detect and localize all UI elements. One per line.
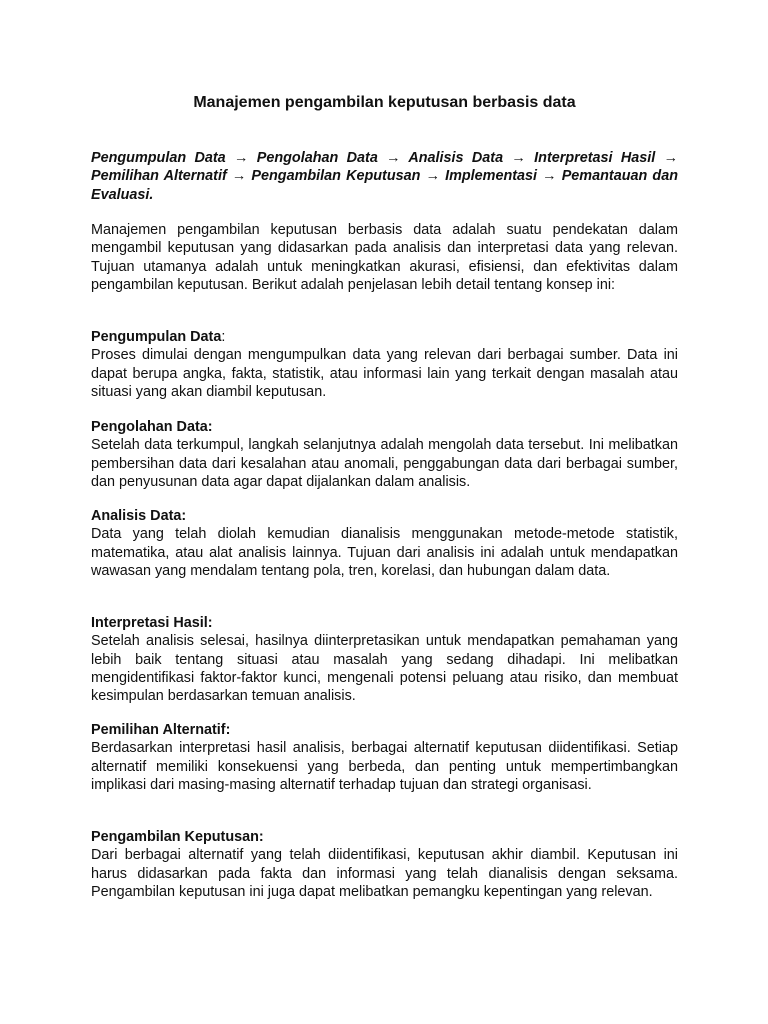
section-pengambilan-keputusan: [91, 828, 678, 901]
section-pengumpulan-data: [91, 328, 678, 401]
section-body: Berdasarkan interpretasi hasil analisis, berbagai alternatif keputusan diidentifikasi. Setiap alternatif memiliki konsekuensi yang berbeda, dan penting untuk mempertimbangkan implikasi dari masing-masing alternatif terhadap tujuan dan strategi organisasi.: [91, 740, 678, 793]
section-pengolahan-data: [91, 418, 678, 491]
section-body: Data yang telah diolah kemudian dianalisis menggunakan metode-metode statistik, matematika, atau alat analisis lainnya. Tujuan dari analisis ini adalah untuk mendapatkan wawasan yang mendalam tentang pola, tren, korelasi, dan hubungan dalam data.: [91, 526, 678, 579]
section-heading-colon: :: [221, 329, 226, 345]
section-body: Setelah analisis selesai, hasilnya diinterpretasikan untuk mendapatkan pemahaman yang lebih baik tentang situasi atau masalah yang sedang dihadapi. Ini melibatkan mengidentifikasi faktor-faktor kunci, mengenali potensi peluang atau risiko, dan membuat kesimpulan berdasarkan temuan analisis.: [91, 633, 678, 705]
section-heading: [91, 328, 678, 346]
section-body: Dari berbagai alternatif yang telah diidentifikasi, keputusan akhir diambil. Keputusan ini harus didasarkan pada fakta dan informasi yang telah dianalisis dengan seksama. Pengambilan keputusan ini juga dapat melibatkan pemangku kepentingan yang relevan.: [91, 847, 678, 900]
intro-paragraph: Manajemen pengambilan keputusan berbasis data adalah suatu pendekatan dalam mengambil keputusan yang didasarkan pada analisis dan interpretasi data yang relevan. Tujuan utamanya adalah untuk meningkatkan akurasi, efisiensi, dan efektivitas dalam pengambilan keputusan. Berikut adalah penjelasan lebih detail tentang konsep ini:: [91, 222, 678, 293]
section-heading: Pengolahan Data:: [91, 419, 213, 435]
section-pemilihan-alternatif: [91, 721, 678, 794]
section-body: Proses dimulai dengan mengumpulkan data yang relevan dari berbagai sumber. Data ini dapat berupa angka, fakta, statistik, atau informasi lain yang terkait dengan masalah atau situasi yang akan diambil keputusan.: [91, 347, 678, 400]
section-heading: Analisis Data:: [91, 508, 187, 524]
section-analisis-data: [91, 507, 678, 580]
section-heading: Interpretasi Hasil:: [91, 615, 213, 631]
process-flow: Pengumpulan Data → Pengolahan Data → Analisis Data → Interpretasi Hasil → Pemilihan Alternatif → Pengambilan Keputusan → Implementasi → Pemantauan dan Evaluasi.: [91, 150, 678, 203]
section-interpretasi-hasil: [91, 614, 678, 705]
document-title: Manajemen pengambilan keputusan berbasis data: [193, 94, 576, 111]
section-heading: Pengambilan Keputusan:: [91, 829, 264, 845]
section-heading-text: Pengumpulan Data: [91, 329, 222, 345]
section-heading: Pemilihan Alternatif:: [91, 722, 231, 738]
section-body: Setelah data terkumpul, langkah selanjutnya adalah mengolah data tersebut. Ini melibatkan pembersihan data dari kesalahan atau anomali, penggabungan data dari berbagai sumber, dan penyusunan data agar dapat dijalankan dalam analisis.: [91, 437, 678, 490]
